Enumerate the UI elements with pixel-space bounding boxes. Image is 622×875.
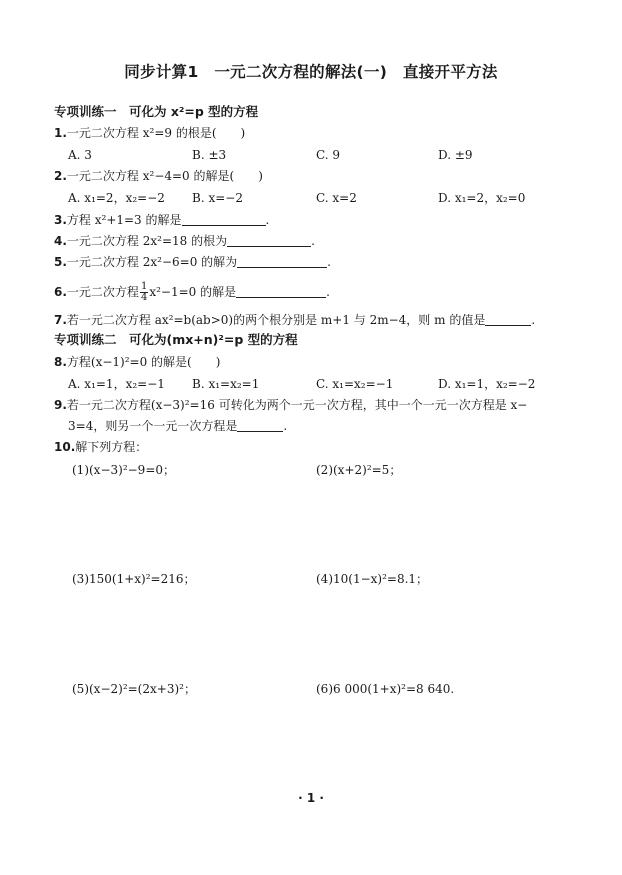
- question-number: 3.: [54, 213, 67, 227]
- option-d: D. ±9: [438, 148, 473, 162]
- option-d: D. x₁=2，x₂=0: [438, 191, 526, 205]
- equation-item-6: (6)6 000(1+x)²=8 640.: [316, 682, 455, 696]
- question-stem: 一元二次方程 2x²=18 的根为: [66, 234, 228, 248]
- question-9-continued: 3=4，则另一个一元一次方程是 .: [68, 419, 288, 433]
- answer-blank[interactable]: [485, 313, 531, 326]
- option-c: C. x=2: [316, 191, 357, 205]
- option-a: A. 3: [68, 148, 92, 162]
- question-number: 7.: [54, 313, 67, 327]
- question-5: 5.一元二次方程 2x²−6=0 的解为 .: [54, 255, 331, 269]
- option-d: D. x₁=1，x₂=−2: [438, 377, 536, 391]
- question-number: 10.: [54, 440, 76, 454]
- answer-blank[interactable]: [237, 419, 283, 432]
- question-9: [54, 397, 527, 413]
- question-number: 2.: [54, 169, 67, 183]
- equation-item-1: (1)(x−3)²−9=0；: [72, 463, 176, 477]
- option-a: A. x₁=2，x₂=−2: [68, 191, 165, 205]
- question-stem: 一元二次方程 x²−4=0 的解是( ): [66, 169, 263, 183]
- question-10: [54, 439, 147, 455]
- question-stem: 一元二次方程 2x²−6=0 的解为: [66, 255, 238, 269]
- question-stem: 若一元二次方程(x−3)²=16 可转化为两个一元一次方程，其中一个一元一次方程是 x−: [66, 398, 528, 412]
- page-number: · 1 ·: [298, 791, 324, 805]
- fraction: $\frac{1}{4}$: [140, 281, 148, 303]
- question-number: 5.: [54, 255, 67, 269]
- equation-item-2: (2)(x+2)²=5；: [316, 463, 402, 477]
- page-title: 同步计算1 一元二次方程的解法(一) 直接开平方法: [124, 63, 498, 81]
- question-2: [54, 168, 263, 184]
- option-c: C. 9: [316, 148, 341, 162]
- question-3: 3.方程 x²+1=3 的解是 .: [54, 213, 270, 227]
- answer-blank[interactable]: [182, 213, 266, 226]
- answer-blank[interactable]: [236, 285, 326, 298]
- option-c: C. x₁=x₂=−1: [316, 377, 394, 391]
- question-number: 9.: [54, 398, 67, 412]
- option-b: B. ±3: [192, 148, 227, 162]
- question-stem: 若一元二次方程 ax²=b(ab>0)的两个根分别是 m+1 与 2m−4，则 m 的值是: [66, 313, 486, 327]
- question-number: 4.: [54, 234, 67, 248]
- question-number: 6.: [54, 285, 67, 299]
- question-number: 8.: [54, 355, 67, 369]
- question-8: [54, 354, 220, 370]
- question-stem: 解下列方程：: [75, 440, 148, 454]
- equation-item-3: (3)150(1+x)²=216；: [72, 572, 196, 586]
- section-heading-2: 专项训练二 可化为(mx+n)²=p 型的方程: [54, 332, 298, 347]
- answer-blank[interactable]: [227, 234, 311, 247]
- option-b: B. x₁=x₂=1: [192, 377, 260, 391]
- answer-blank[interactable]: [237, 255, 327, 268]
- section-heading-1: 专项训练一 可化为 x²=p 型的方程: [54, 104, 259, 119]
- question-number: 1.: [54, 126, 67, 140]
- question-stem: 方程(x−1)²=0 的解是( ): [66, 355, 221, 369]
- question-1: [54, 125, 245, 141]
- equation-item-5: (5)(x−2)²=(2x+3)²；: [72, 682, 196, 696]
- option-a: A. x₁=1，x₂=−1: [68, 377, 165, 391]
- option-b: B. x=−2: [192, 191, 243, 205]
- equation-item-4: (4)10(1−x)²=8.1；: [316, 572, 429, 586]
- question-stem: 方程 x²+1=3 的解是: [66, 213, 182, 227]
- question-stem: 一元二次方程 x²=9 的根是( ): [66, 126, 246, 140]
- question-6: 6.一元二次方程 $\frac{1}{4}$ x²−1=0 的解是 .: [54, 281, 330, 303]
- question-7: 7.若一元二次方程 ax²=b(ab>0)的两个根分别是 m+1 与 2m−4，则 m 的值是 .: [54, 313, 536, 327]
- question-4: 4.一元二次方程 2x²=18 的根为 .: [54, 234, 315, 248]
